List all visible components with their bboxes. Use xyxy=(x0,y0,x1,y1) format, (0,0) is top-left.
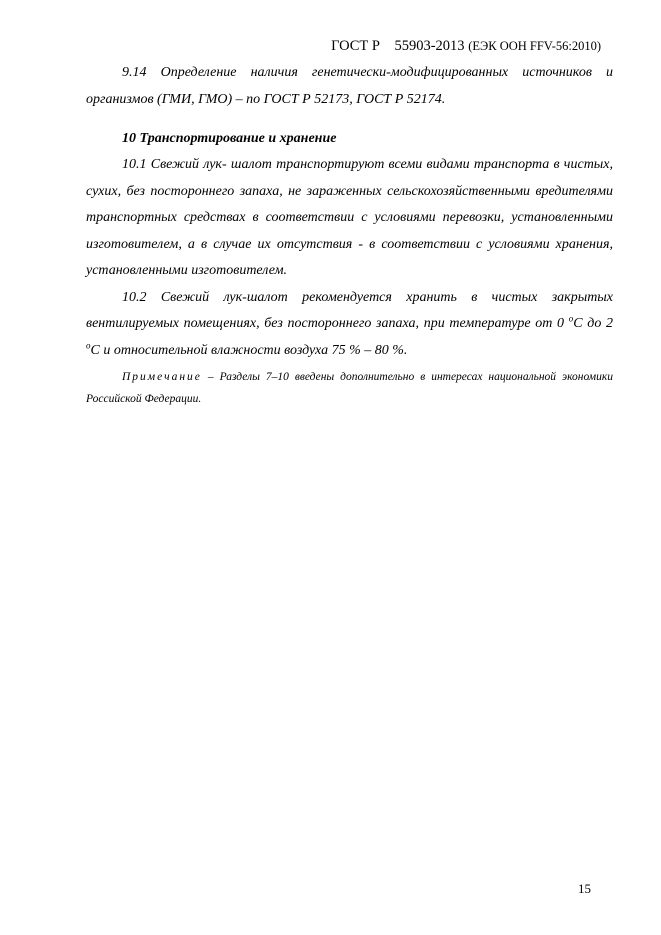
header-standard: ГОСТ Р xyxy=(331,38,380,54)
note-text: – Разделы 7–10 введены дополнительно в интересах национальной экономики Российской Федерации. xyxy=(86,371,613,405)
degree-sign-1: o xyxy=(568,313,574,324)
section-10-title: 10 Транспортирование и хранение xyxy=(122,131,337,146)
clause-10-2-mid: С до 2 xyxy=(573,316,614,331)
clause-9-14: 9.14 Определение наличия генетически-модифицированных источников и организмов (ГМИ, ГМО) – по ГОСТ Р 52173, ГОСТ Р 52174. xyxy=(86,65,613,107)
degree-sign-2: o xyxy=(86,339,91,350)
clause-10-2-end: С и относительной влажности воздуха 75 % – 80 %. xyxy=(90,342,408,358)
note-label: Примечание xyxy=(122,371,202,383)
clause-10-2-start: 10.2 Свежий лук-шалот рекомендуется хранить в чистых закрытых вентилируемых помещениях, без постороннего запаха, при температуре от 0 xyxy=(86,289,613,331)
page-header xyxy=(331,38,601,55)
note xyxy=(86,366,613,410)
document-body xyxy=(86,60,613,410)
header-number: 55903-2013 xyxy=(394,38,465,54)
header-code: (ЕЭК ООН FFV-56:2010) xyxy=(468,39,601,53)
clause-10-1: 10.1 Свежий лук- шалот транспортируют всеми видами транспорта в чистых, сухих, без постороннего запаха, не зараженных сельскохозяйственными вредителями транспортных средствах в соответствии с условиями перевозки, установленными изготовителем, а в случае их отсутствия - в соответствии с условиями хранения, установленными изготовителем. xyxy=(86,157,613,278)
clause-10-2 xyxy=(86,285,613,365)
page-number: 15 xyxy=(578,881,591,896)
